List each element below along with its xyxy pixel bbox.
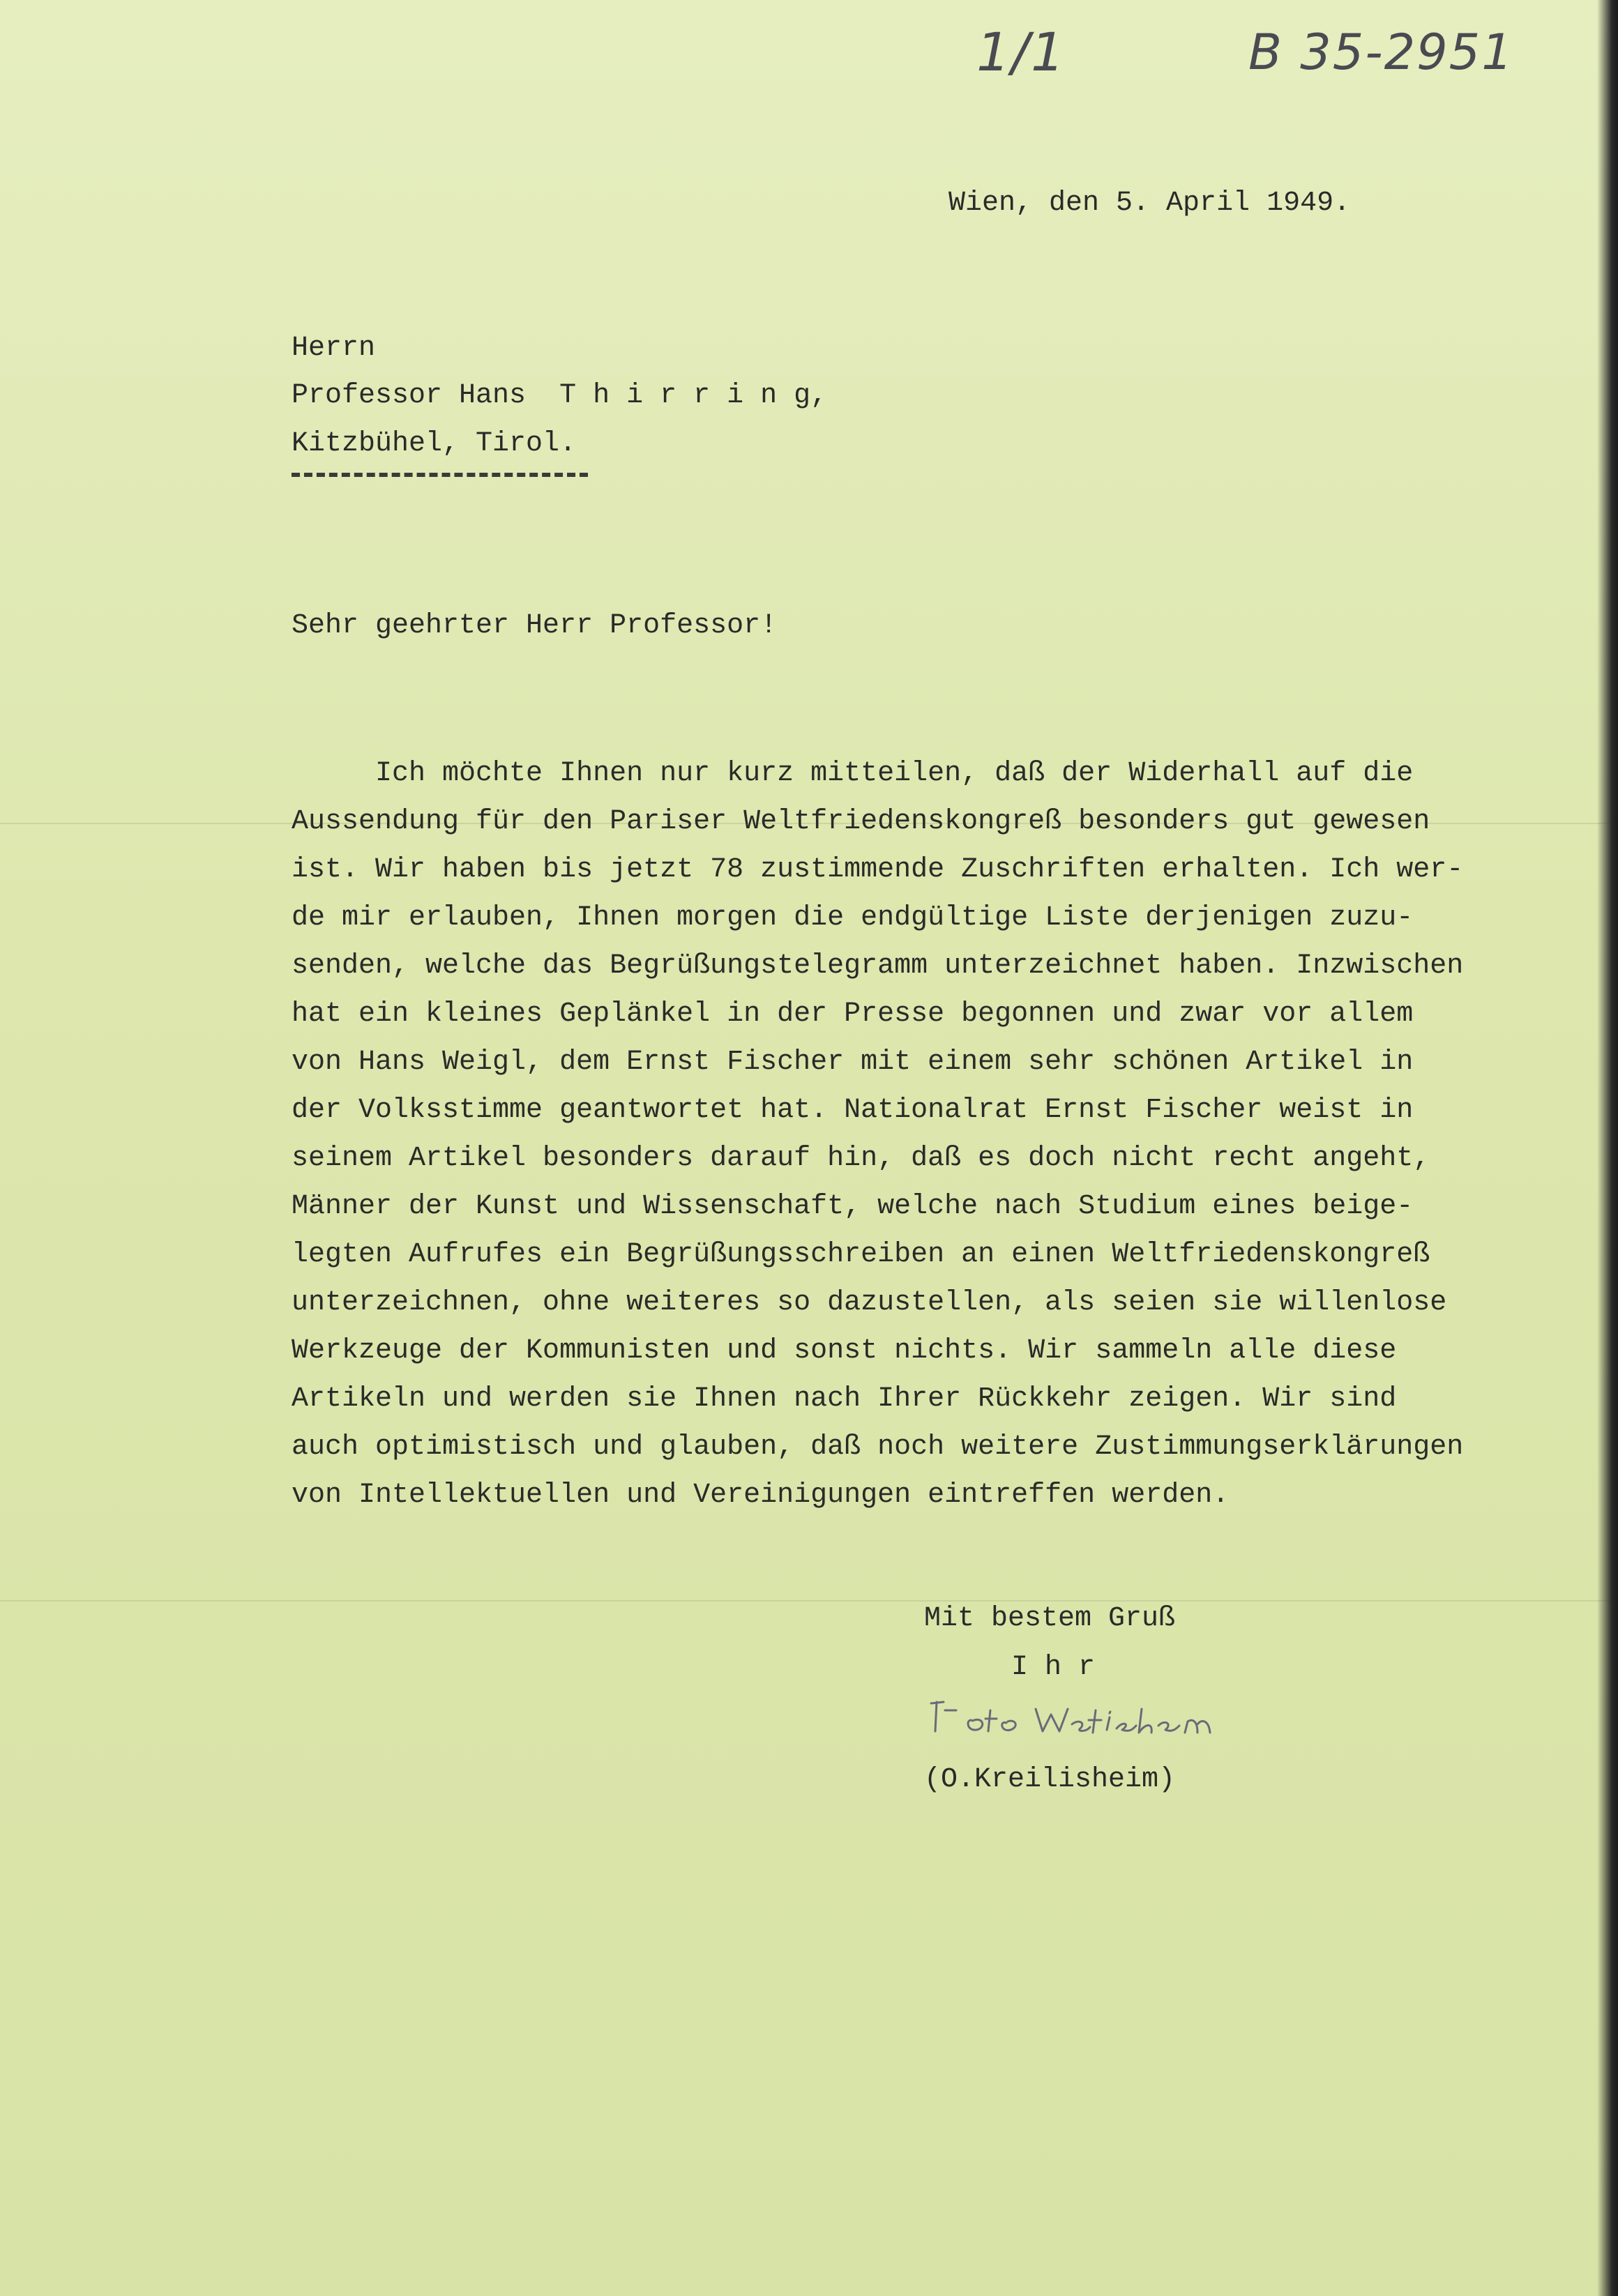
body-line: Ich möchte Ihnen nur kurz mitteilen, daß der Widerhall auf die (292, 758, 1414, 789)
closing: Mit bestem Gruß (924, 1603, 1176, 1634)
place-date: Wien, den 5. April 1949. (948, 188, 1351, 219)
closing-ihr: I h r (1011, 1652, 1096, 1683)
signer-name: (O.Kreilisheim) (924, 1764, 1176, 1795)
recipient-line: Kitzbühel, Tirol. (292, 428, 577, 459)
recipient-line: Herrn (292, 333, 376, 364)
body-line: seinem Artikel besonders darauf hin, daß es doch nicht recht angeht, (292, 1143, 1430, 1174)
body-line: hat ein kleines Geplänkel in der Presse begonnen und zwar vor allem (292, 998, 1414, 1030)
body-line: ist. Wir haben bis jetzt 78 zustimmende Zuschriften erhalten. Ich wer- (292, 854, 1464, 885)
archive-reference: B 35-2951 (1248, 24, 1514, 81)
recipient-line: Professor Hans T h i r r i n g, (292, 380, 828, 411)
body-line: unterzeichnen, ohne weiteres so dazustellen, als seien sie willenlose (292, 1287, 1447, 1318)
body-line: Männer der Kunst und Wissenschaft, welche nach Studium eines beige- (292, 1191, 1414, 1222)
body-line: von Hans Weigl, dem Ernst Fischer mit einem sehr schönen Artikel in (292, 1047, 1414, 1078)
body-line: de mir erlauben, Ihnen morgen die endgültige Liste derjenigen zuzu- (292, 902, 1414, 934)
paper-fold (0, 1600, 1618, 1602)
body-line: Artikeln und werden sie Ihnen nach Ihrer Rückkehr zeigen. Wir sind (292, 1383, 1397, 1415)
archive-page-mark: 1/1 (976, 21, 1066, 83)
body-line: von Intellektuellen und Vereinigungen eintreffen werden. (292, 1480, 1230, 1511)
body-line: legten Aufrufes ein Begrüßungsschreiben an einen Weltfriedenskongreß (292, 1239, 1430, 1270)
handwritten-signature (924, 1689, 1287, 1745)
body-line: der Volksstimme geantwortet hat. Nationalrat Ernst Fischer weist in (292, 1095, 1414, 1126)
body-line: Werkzeuge der Kommunisten und sonst nichts. Wir sammeln alle diese (292, 1335, 1397, 1367)
address-underline (292, 473, 588, 477)
body-line: Aussendung für den Pariser Weltfriedenskongreß besonders gut gewesen (292, 806, 1430, 837)
salutation: Sehr geehrter Herr Professor! (292, 610, 778, 641)
scan-edge (1597, 0, 1618, 2296)
body-line: senden, welche das Begrüßungstelegramm unterzeichnet haben. Inzwischen (292, 950, 1464, 982)
body-line: auch optimistisch und glauben, daß noch weitere Zustimmungserklärungen (292, 1431, 1464, 1463)
